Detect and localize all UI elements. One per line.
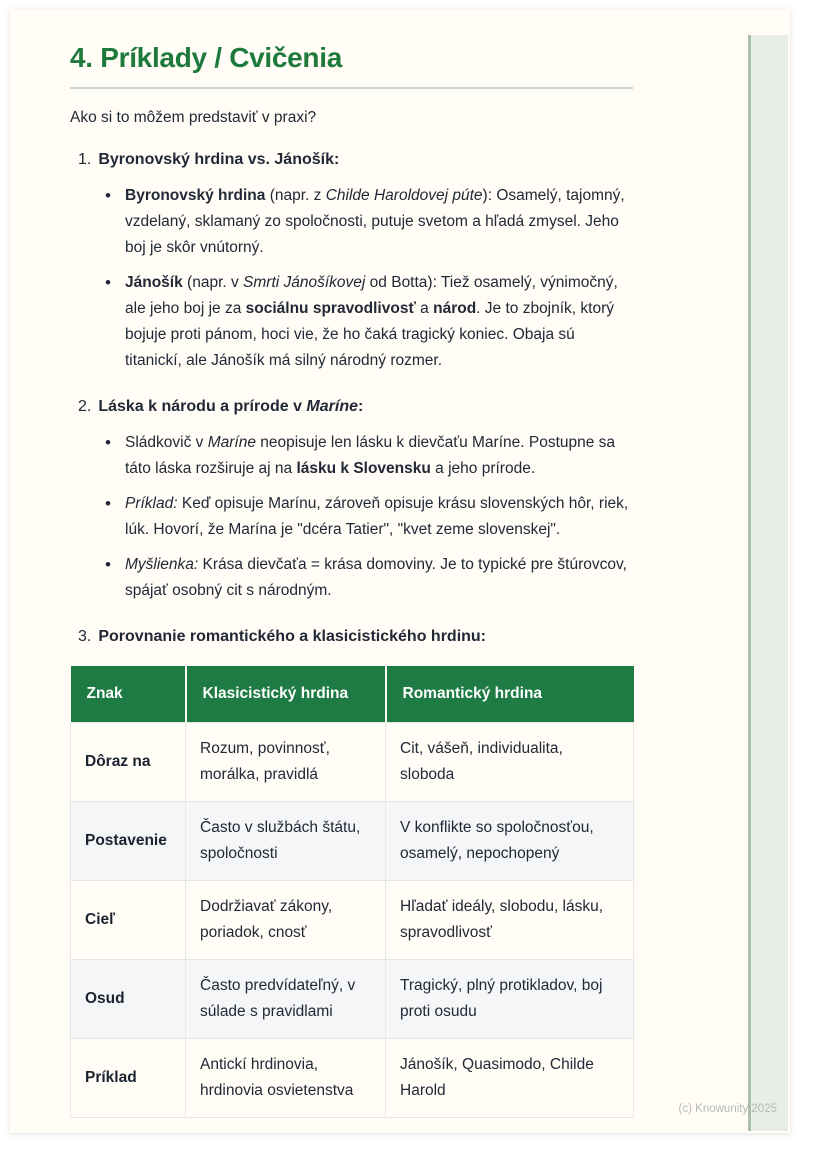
copyright-watermark: (c) Knowunity 2025 [678,1103,777,1115]
bullet-text: Myšlienka: Krása dievčaťa = krása domoviny. Je to typické pre štúrovcov, spájať osobný cit s národným. [125,556,627,599]
list-item-heading [70,624,633,650]
list-number: 1. [78,151,92,168]
list-item-2 [70,394,633,604]
comparison-table [70,666,634,1118]
table-cell: Tragický, plný protikladov, boj proti osudu [386,960,634,1039]
row-label: Postavenie [71,802,186,881]
numbered-list [70,147,633,650]
bullet-item [70,552,633,604]
table-header-cell: Romantický hrdina [386,666,634,723]
list-item-1 [70,147,633,374]
list-item-title: Porovnanie romantického a klasicistického hrdinu: [98,628,487,645]
list-item-3 [70,624,633,650]
document-content [70,9,633,1118]
table-row [71,1039,634,1118]
table-cell: Často predvídateľný, v súlade s pravidlami [186,960,386,1039]
bullet-item [70,270,633,374]
bullet-item [70,183,633,261]
table-header-cell: Znak [71,666,186,723]
document-page [10,9,790,1133]
table-cell: Jánošík, Quasimodo, Childe Harold [386,1039,634,1118]
intro-paragraph: Ako si to môžem predstaviť v praxi? [70,109,317,126]
bullet-text: Byronovský hrdina (napr. z Childe Haroldovej púte): Osamelý, tajomný, vzdelaný, sklamaný zo spoločnosti, putuje svetom a hľadá zmysel. Jeho boj je skôr vnútorný. [125,187,625,256]
bullet-icon [105,552,125,604]
bullet-text: Sládkovič v Maríne neopisuje len lásku k dievčaťu Maríne. Postupne sa táto láska rozširuje aj na lásku k Slovensku a jeho prírode. [125,434,616,477]
table-row [71,881,634,960]
table-cell: V konflikte so spoločnosťou, osamelý, nepochopený [386,802,634,881]
table-cell: Cit, vášeň, individualita, sloboda [386,723,634,802]
list-item-title: Láska k národu a prírode v Maríne: [98,398,364,415]
heading-divider [70,87,633,89]
right-margin-strip [748,35,788,1131]
list-item-title: Byronovský hrdina vs. Jánošík: [98,151,340,168]
list-item-heading [70,147,633,173]
bullet-item [70,491,633,543]
table-cell: Antickí hrdinovia, hrdinovia osvietenstva [186,1039,386,1118]
row-label: Dôraz na [71,723,186,802]
list-number: 2. [78,398,92,415]
table-header [71,666,634,723]
bullet-list [70,183,633,374]
row-label: Osud [71,960,186,1039]
table-cell: Hľadať ideály, slobodu, lásku, spravodlivosť [386,881,634,960]
table-cell: Dodržiavať zákony, poriadok, cnosť [186,881,386,960]
bullet-icon [105,270,125,374]
bullet-text: Príklad: Keď opisuje Marínu, zároveň opisuje krásu slovenských hôr, riek, lúk. Hovorí, že Marína je "dcéra Tatier", "kvet zeme slovenskej". [125,495,629,538]
bullet-icon [105,183,125,261]
list-number: 3. [78,628,92,645]
table-cell: Často v službách štátu, spoločnosti [186,802,386,881]
bullet-list [70,430,633,604]
bullet-icon [105,491,125,543]
list-item-heading [70,394,633,420]
table-header-cell: Klasicistický hrdina [186,666,386,723]
table-row [71,723,634,802]
bullet-text: Jánošík (napr. v Smrti Jánošíkovej od Botta): Tiež osamelý, výnimočný, ale jeho boj je za sociálnu spravodlivosť a národ. Je to zbojník, ktorý bojuje proti pánom, hoci vie, že ho čaká tragický koniec. Obaja sú titanickí, ale Jánošík má silný národný rozmer. [125,274,618,369]
table-row [71,960,634,1039]
row-label: Príklad [71,1039,186,1118]
bullet-icon [105,430,125,482]
bullet-item [70,430,633,482]
row-label: Cieľ [71,881,186,960]
table-row [71,802,634,881]
table-cell: Rozum, povinnosť, morálka, pravidlá [186,723,386,802]
page-title: 4. Príklady / Cvičenia [70,42,342,73]
